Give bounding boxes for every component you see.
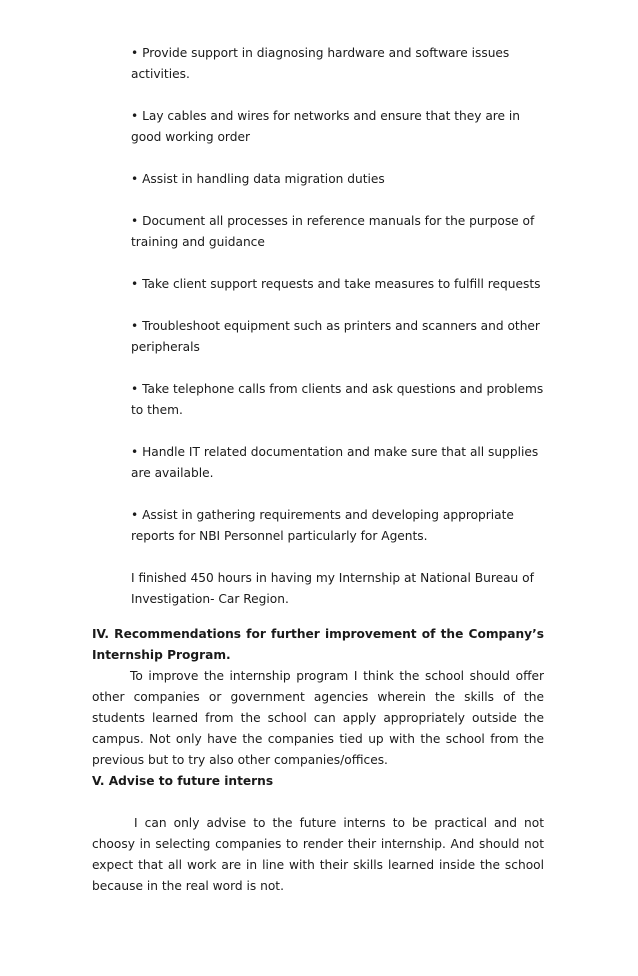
list-item: • Lay cables and wires for networks and ensure that they are in good working order: [131, 109, 521, 144]
section-heading: V. Advise to future interns: [92, 774, 274, 788]
internship-hours-statement: I finished 450 hours in having my Internship at National Bureau of Investigation- Car Region.: [131, 571, 534, 606]
duties-list: [131, 43, 551, 610]
section-body: To improve the internship program I think the school should offer other companies or government agencies wherein the skills of the students learned from the school can apply appropriately outside the campus. Not only have the companies tied up with the school from the previous but to try also other companies/offices.: [92, 669, 544, 767]
list-item: • Take client support requests and take measures to fulfill requests: [131, 277, 541, 291]
section-body: I can only advise to the future interns to be practical and not choosy in selecting companies to render their internship. And should not expect that all work are in line with their skills learned inside the school because in the real word is not.: [92, 816, 544, 893]
section-recommendations: [92, 624, 544, 771]
list-item: • Assist in handling data migration duties: [131, 172, 385, 186]
list-item: • Document all processes in reference manuals for the purpose of training and guidance: [131, 214, 535, 249]
list-item: • Handle IT related documentation and make sure that all supplies are available.: [131, 445, 539, 480]
list-item: • Assist in gathering requirements and developing appropriate reports for NBI Personnel particularly for Agents.: [131, 508, 514, 543]
list-item: • Take telephone calls from clients and ask questions and problems to them.: [131, 382, 544, 417]
list-item: • Troubleshoot equipment such as printers and scanners and other peripherals: [131, 319, 540, 354]
section-heading: IV. Recommendations for further improvement of the Company’s Internship Program.: [92, 627, 544, 662]
list-item: • Provide support in diagnosing hardware and software issues activities.: [131, 46, 510, 81]
section-advise: [92, 771, 544, 897]
